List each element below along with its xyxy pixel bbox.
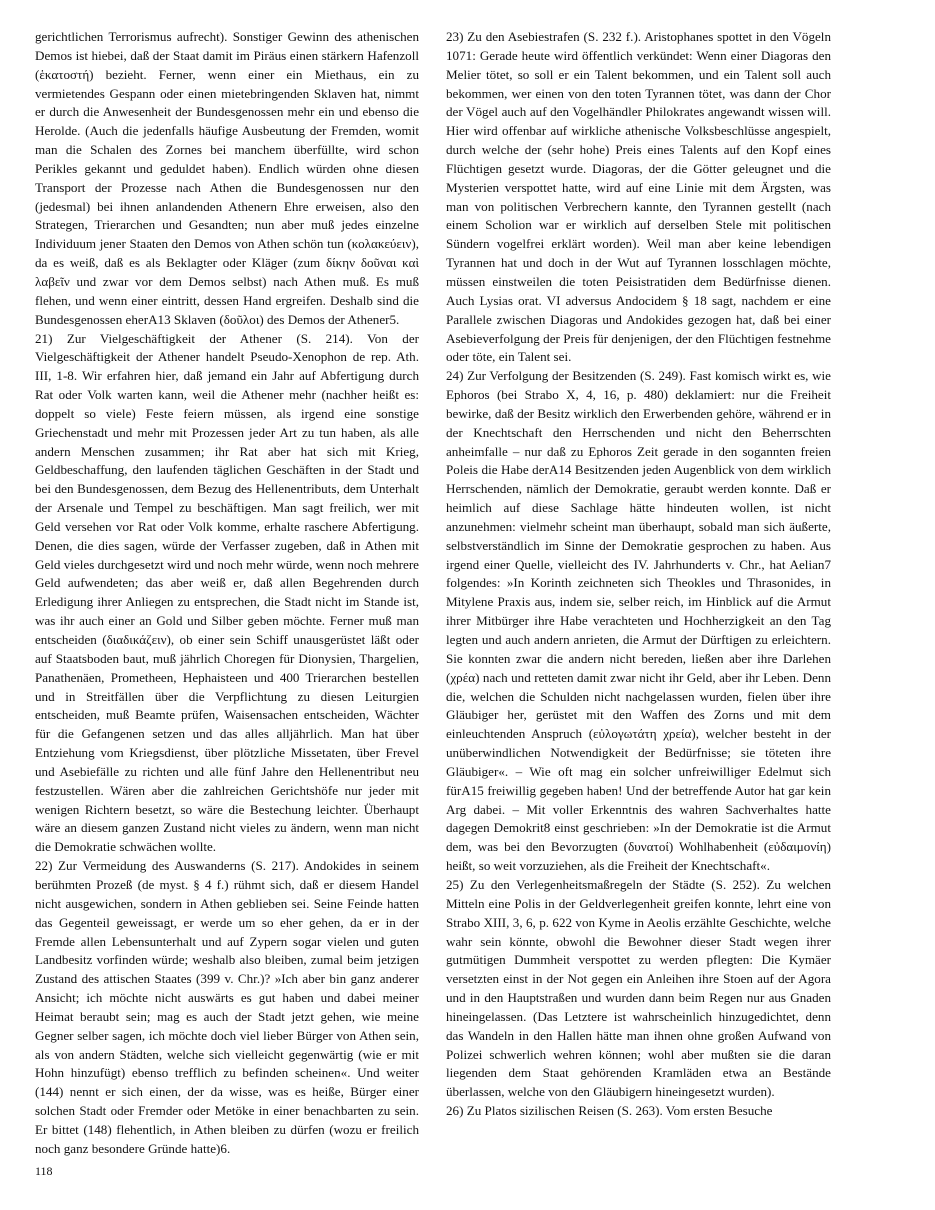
note-25-verlegenheitsmassregeln: 25) Zu den Verlegenheitsmaßregeln der Städte (S. 252). Zu welchen Mitteln eine Polis in der Geldverlegenheit greifen konnte, lehrt eine von Strabo XIII, 3, 6, p. 622 von Kyme in Aeolis erzählte Geschichte, welche wahr sein könnte, obwohl die Bewohner dieser Stadt wegen ihrer gutmütigen Dummheit verspottet zu werden pflegten: Die Kymäer versetzten einst in der Not gegen ein Anleihen ihre Stoen auf der Agora und in den Hauptstraßen und wurden dann beim Regen nur aus Gnaden hineingelassen. (Das Letztere ist wahrscheinlich hinzugedichtet, denn das Wandeln in den Hallen hätte man ihnen ohne großen Aufwand von Polizei schwerlich wehren können; wohl aber mußten sie die daran liegenden dem Staat gehörenden Kramläden etwa an Bestände überlassen, welche von den Gläubigern hineingesetzt wurden). xyxy=(446,876,831,1100)
note-21-vielgeschaeftigkeit: 21) Zur Vielgeschäftigkeit der Athener (S. 214). Von der Vielgeschäftigkeit der Athener handelt Pseudo-Xenophon de rep. Ath. III, 1-8. Wir erfahren hier, daß jemand ein Jahr auf Abfertigung durch Rat oder Volk warten kann, weil die Athener mehr (nachher heißt es: doppelt so viele) Feste feiern müssen, als irgend eine sonstige Griechenstadt und mehr mit Prozessen jeder Art zu tun haben, als alle andern Menschen zusammen; ihr Rat aber hat sich mit Krieg, Geldbeschaffung, den laufenden täglichen Geschäften in der Stadt und bei den Bundesgenossen, dem Bezug des Hellenentributs, dem Unterhalt der Arsenale und Tempel zu beschäftigen. Man sagt freilich, wer mit Geld versehen vor Rat oder Volk komme, erhalte raschere Abfertigung. Denen, die dies sagen, würde der Verfasser zugeben, daß in Athen mit Geld vieles durchgesetzt wird und noch mehr würde, wenn noch mehrere Geld aufwendeten; das aber weiß er, daß allen Begehrenden durch Erledigung ihrer Anliegen zu entsprechen, die Stadt nicht im Stande ist, was ihr auch einer an Gold und Silber geben möchte. Ferner muß man entscheiden (διαδικάζειν), ob einer sein Schiff unausgerüstet läßt oder auf Staatsboden baut, muß jährlich Choregen für Dionysien, Thargelien, Panathenäen, Prometheen, Hephaisteen und 400 Trierarchen bestellen und in Streitfällen über die Verpflichtung zu diesen Leiturgien entscheiden, muß Beamte prüfen, Waisensachen entscheiden, Wächter für die Gefangenen setzen und das alles alljährlich. Man hat über Entziehung vom Kriegsdienst, über plötzliche Missetaten, über Frevel und Asebiefälle zu richten und alle fünf Jahre den Hellenentribut neu festzustellen. Wären aber die zahlreichen Gerichtshöfe nur jeder mit wenigen Richtern besetzt, so wäre die Bestechung leichter. Überhaupt wäre an diesem ganzen Zustand nicht vieles zu ändern, wenn man nicht die Demokratie schwächen wollte. xyxy=(35,330,419,855)
page-number: 118 xyxy=(35,1164,53,1178)
note-26-platos-reisen: 26) Zu Platos sizilischen Reisen (S. 263). Vom ersten Besuche xyxy=(446,1103,773,1119)
note-24-besitzende: 24) Zur Verfolgung der Besitzenden (S. 249). Fast komisch wirkt es, wie Ephoros (bei Strabo X, 4, 16, p. 480) deklamiert: nur die Freiheit bewirke, daß der Besitz wirklich den Erwerbenden gehöre, während er in der Knechtschaft den Herrschenden und nicht den Beherrschten anheimfalle – nur daß zu Ephoros Zeit gerade in den sogannten freien Poleis die Habe derA14 Besitzenden jeden Augenblick von dem wirklich Herrschenden, nämlich der Demokratie, geraubt werden konnte. Daß er heimlich auf diese Sachlage hätte hindeuten wollen, ist nicht anzunehmen: vielmehr scheint man überhaupt, sobald man sich äußerte, selbstverständlich im Sinne der Demokratie gesprochen zu haben. Aus irgend einer Quelle, vielleicht des IV. Jahrhunderts v. Chr., hat Aelian7 folgendes: »In Korinth zeichneten sich Theokles und Thrasonides, in Mitylene Praxis aus, indem sie, selber reich, im Hinblick auf die Armut ihrer Mitbürger ihre Habe verachteten und Hochherzigkeit an den Tag legten und auch andern anrieten, die Armut der Dürftigen zu erleichtern. Sie konnten zwar die andern nicht bereden, ließen aber ihre Darlehen (χρέα) nach und retteten damit zwar nicht ihr Geld, aber ihr Leben. Denn die, welchen die Schulden nicht nachgelassen wurden, fielen über ihre Gläubiger her, gerüstet mit den Waffen des Zorns und mit dem einleuchtenden Anspruch (εὐλογωτάτη χρεία), welcher besteht in der unüberwindlichen Notwendigkeit der Bedürfnisse; sie töteten ihre Gläubiger«. – Wie oft mag ein solcher unfreiwilliger Edelmut sich fürA15 freiwillig gegeben haben! Und der betreffende Autor hat gar kein Arg dabei. – Mit voller Erkenntnis des wahren Sachverhaltes hatte dagegen Demokrit8 einst geschrieben: »In der Demokratie ist die Armut dem, was bei den Bevorzugten (δυνατοί) Wohlhabenheit (εὐδαιμονίη) heißt, so weit vorzuziehen, als die Freiheit der Knechtschaft«. xyxy=(446,368,831,874)
note-22-auswandern: 22) Zur Vermeidung des Auswanderns (S. 217). Andokides in seinem berühmten Prozeß (de myst. § 4 f.) rühmt sich, daß er diesem Handel nicht ausgewichen, sondern in Athen geblieben sei. Seine Feinde hatten das Gegenteil geweissagt, er werde um so eher gehen, da er in der Fremde allen Lebensunterhalt und auf Zypern sogar vielen und guten Landbesitz vorfinden würde; weshalb also bleiben, zumal beim jetzigen Zustand des attischen Staates (399 v. Chr.)? »Ich aber bin ganz anderer Ansicht; ich möchte nicht auswärts es gut haben und dabei meiner Heimat beraubt sein; mag es auch der Stadt jetzt gehen, wie meine Gegner selber sagen, ich möchte doch viel lieber Bürger von Athen sein, als von andern Städten, welche sich vielleicht gegenwärtig (wie er mit Hohn hinzufügt) ebenso trefflich zu befinden scheinen«. Und weiter (144) nennt er sich einen, der da wisse, was es heiße, Bürger einer solchen Stadt oder Fremder oder Metöke in einer benachbarten zu sein. Er bittet (148) flehentlich, in Athen bleiben zu dürfen (wozu er freilich noch ganz besondere Gründe hatte)6. xyxy=(35,858,419,1156)
left-paragraph-continuation: gerichtlichen Terrorismus aufrecht). Sonstiger Gewinn des athenischen Demos ist hiebei, daß der Staat damit im Piräus einen stärkern Hafenzoll (ἑκατοστή) bezieht. Ferner, wenn einer ein Miethaus, ein zu vermietendes Gespann oder einen mietebringenden Sklaven hat, nimmt er durch die Anwesenheit der Bundesgenossen mehr ein und ebenso die Herolde. (Auch die jedenfalls häufige Ausbeutung der Fremden, womit man die Schalen des Zornes bei manchem überfüllte, wird schon Perikles gekannt und geduldet haben). Endlich würden ohne diesen Transport der Prozesse nach Athen die Bundesgenossen nur den (jedesmal) bei ihnen anlandenden Athenern Ehre erweisen, also den Strategen, Trierarchen und Gesandten; nun aber muß jedes einzelne Individuum jener Staaten den Demos von Athen schön tun (κολακεύειν), da es weiß, daß es als Beklagter oder Kläger (zum δίκην δοῦναι καὶ λαβεῖν und zwar vor dem Demos selbst) nach Athen muß. Es muß flehen, und wenn einer eintritt, dessen Hand ergreifen. Deshalb sind die Bundesgenossen eherA13 Sklaven (δοῦλοι) des Demos der Athener5. xyxy=(35,29,419,327)
note-23-asebiestrafen: 23) Zu den Asebiestrafen (S. 232 f.). Aristophanes spottet in den Vögeln 1071: Gerade heute wird öffentlich verkündet: Wenn einer Diagoras den Melier tötet, so soll er ein Talent bekommen, und ein Talent soll auch bekommen, wer einen von den toten Tyrannen tötet, was dann der Chor der Vögel auch auf den Vogelhändler Philokrates angewandt wissen will. Hier wird offenbar auf wirkliche athenische Volksbeschlüsse angespielt, durch welche der (sehr hohe) Preis eines Talents auf den Kopf eines Flüchtigen gesetzt wurde. Diagoras, der die Götter geleugnet und die Mysterien verspottet hatte, wird auf eine Linie mit dem Ärgsten, was man von politischen Verbrechern kannte, den Tyrannen gestellt (nach einem Scholion war er wirklich auf derselben Stele mit politischen Sündern vogelfrei erklärt worden). Weil man aber keine lebendigen Tyrannen hat und doch in der Wut auf Tyrannen losschlagen möchte, müssen einstweilen die toten Peisistratiden dem Bedürfnisse dienen. Auch Lysias orat. VI adversus Andocidem § 18 sagt, nachdem er eine Parallele zwischen Diagoras und Andokides gezogen hat, daß bei einer Asebieverfolgung der Preis für denjenigen, der den Flüchtigen festnehme oder töte, ein Talent sei. xyxy=(446,29,831,365)
right-text-column xyxy=(446,28,831,1178)
left-text-column xyxy=(35,28,419,1178)
